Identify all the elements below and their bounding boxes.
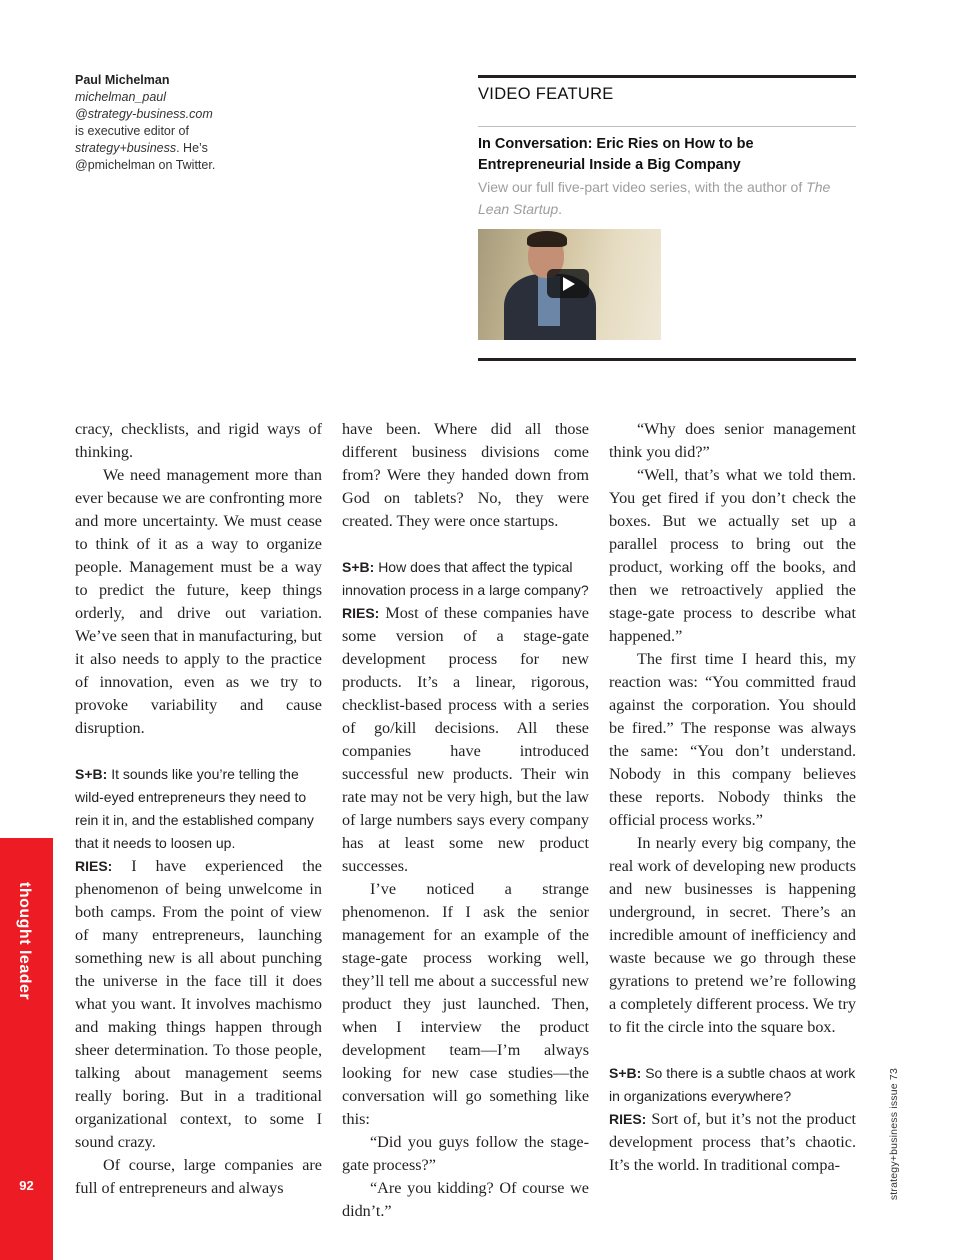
author-email-line1[interactable]: michelman_paul [75,90,167,104]
video-book-title: The Lean Startup [478,179,831,217]
author-twitter: @pmichelman on Twitter. [75,158,216,172]
paragraph: We need management more than ever because we are confronting more and more uncertainty. We must cease to think of it as a way to organize people. Management must be a way to predict the future, keep things orderly, and drive out variation. We’ve seen that in manufacturing, but it also needs to apply to the practice of innovation, even as we try to provoke variability and cause disruption. [75,466,322,737]
paragraph: The first time I heard this, my reaction was: “You committed fraud against the corporation. You should be fired.” The response was always the same: “You don’t understand. Nobody in this company believes these reports. Nobody thinks the official process works.” [609,650,856,829]
video-thumbnail[interactable] [478,229,661,340]
author-email-line2[interactable]: @strategy-business.com [75,107,213,121]
video-feature-box [478,75,856,361]
video-description [478,176,856,220]
paragraph: cracy, checklists, and rigid ways of thinking. [75,420,322,461]
paragraph: In nearly every big company, the real work of developing new products and new businesses is happening underground, in secret. There’s an incredible amount of inefficiency and waste because we go through these gyrations to pretend we’re following a completely different process. We try to fit the circle into the square box. [609,834,856,1036]
paragraph: “Are you kidding? Of course we didn’t.” [342,1179,589,1220]
ries-label: RIES: [342,605,380,621]
interview-answer [75,855,322,1154]
interview-answer [609,1108,856,1177]
paragraph: “Why does senior management think you did?” [609,420,856,461]
paragraph: Of course, large companies are full of entrepreneurs and always [75,1156,322,1197]
section-tab [0,838,53,1260]
sb-label: S+B: [342,559,375,575]
article-column-2 [342,418,589,1223]
question-text: It sounds like you’re telling the wild-eyed entrepreneurs they need to rein it in, and the established company that it needs to loosen up. [75,766,314,851]
sb-label: S+B: [75,766,108,782]
author-role: is executive editor of [75,124,189,138]
article-column-1 [75,418,322,1200]
sb-label: S+B: [609,1065,642,1081]
paragraph: “Did you guys follow the stage-gate process?” [342,1133,589,1174]
video-description-end: . [558,201,563,217]
ries-label: RIES: [609,1111,647,1127]
paragraph: “Well, that’s what we told them. You get fired if you don’t check the boxes. But we actually set up a parallel process to bring out the product, working off the books, and then we retroactively applied the stage-gate process to describe what happened.” [609,466,856,645]
answer-text: I have experienced the phenomenon of being unwelcome in both camps. From the point of view of many entrepreneurs, launching something new is all about punching the universe in the face till it does what you want. It involves machismo and making things happen through sheer determination. To those people, talking about management seems really boring. But in a traditional organizational context, to some I sound crazy. [75,857,322,1151]
question-text: How does that affect the typical innovation process in a large company? [342,559,589,598]
video-feature-header: VIDEO FEATURE [478,78,856,127]
interview-question [75,763,322,855]
video-title[interactable]: In Conversation: Eric Ries on How to be Entrepreneurial Inside a Big Company [478,136,754,173]
article-column-3 [609,418,856,1177]
play-icon[interactable] [547,269,589,298]
answer-text: Most of these companies have some version of a stage-gate development process for new products. It’s a linear, rigorous, checklist-based process with a series of go/kill decisions. All these companies have introduced successful new products. Their win rate may not be very high, but the law of large numbers says every company has at least some new product successes. [342,604,589,875]
page-number: 92 [19,1178,34,1193]
question-text: So there is a subtle chaos at work in organizations everywhere? [609,1065,856,1104]
publication-name: strategy+business [75,141,177,155]
interview-question [609,1062,856,1108]
paragraph: I’ve noticed a strange phenomenon. If I ask the senior management for an example of the stage-gate process working well, they’ll tell me about a successful new product they just launched. Then, when I interview the product development team—I’m always looking for new case studies—the conversation will go something like this: [342,880,589,1128]
video-description-text: View our full five-part video series, with the author of [478,179,803,195]
interview-question [342,556,589,602]
paragraph: have been. Where did all those different business divisions come from? Were they handed down from God on tablets? No, they were created. They were once startups. [342,420,589,530]
ries-label: RIES: [75,858,113,874]
interview-answer [342,602,589,878]
section-label: thought leader [16,882,33,1001]
issue-folio: strategy+business issue 73 [888,1068,900,1201]
speaker-hair [527,231,567,247]
author-name: Paul Michelman [75,73,170,87]
author-role-tail: . He’s [176,141,208,155]
author-bio [75,72,235,174]
answer-text: Sort of, but it’s not the product development process that’s chaotic. It’s the world. In traditional compa- [609,1110,856,1174]
